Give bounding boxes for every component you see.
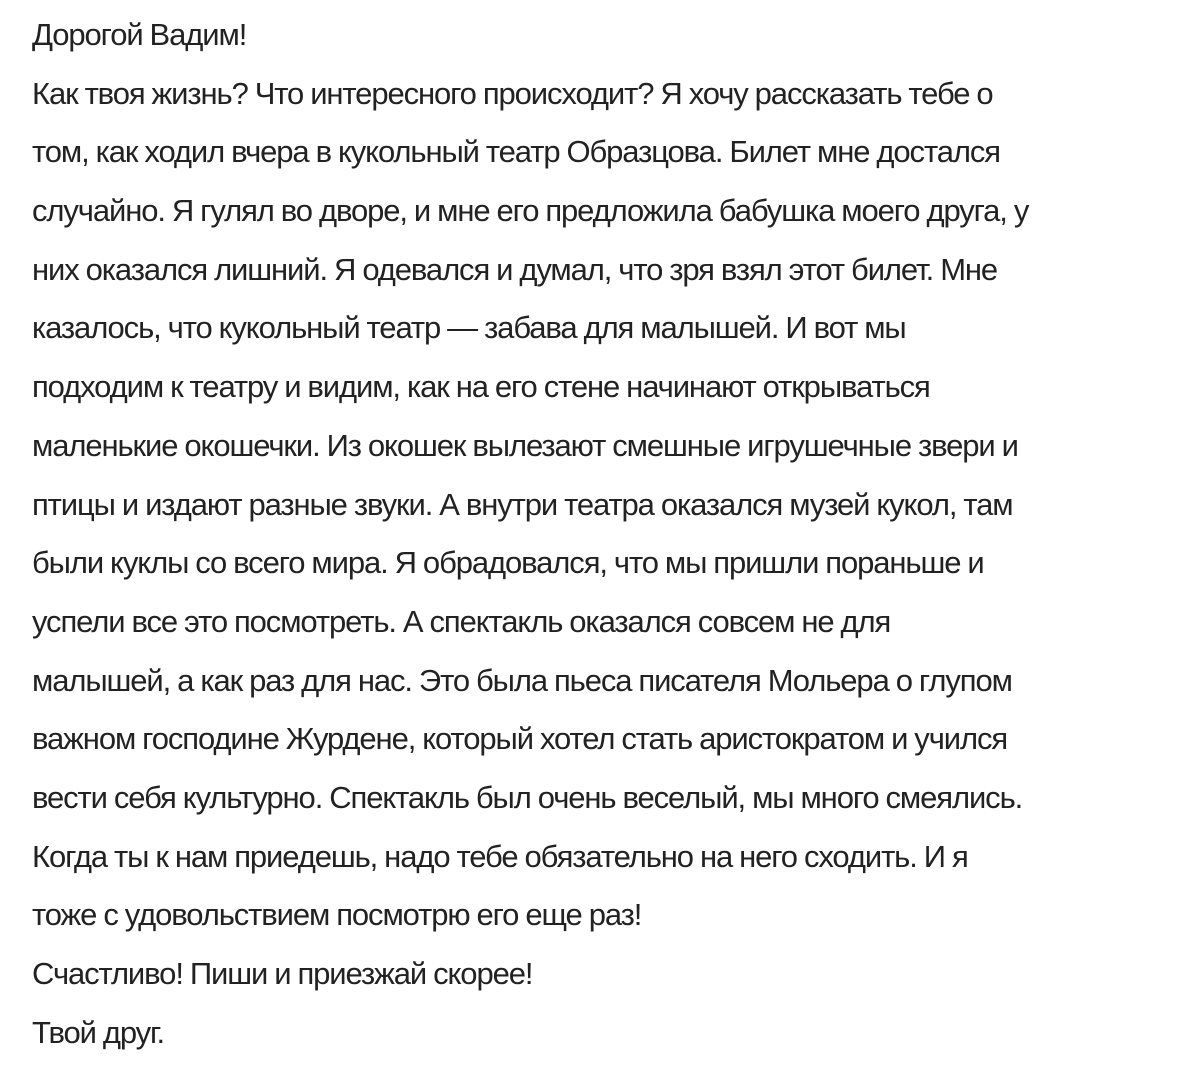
- letter-body-line: вести себя культурно. Спектакль был очень веселый, мы много смеялись.: [32, 779, 1023, 815]
- letter-body-line: маленькие окошечки. Из окошек вылезают смешные игрушечные звери и: [32, 427, 1018, 463]
- letter-body-line: Когда ты к нам приедешь, надо тебе обязательно на него сходить. И я: [32, 838, 968, 874]
- letter-closing: Счастливо! Пиши и приезжай скорее!: [32, 956, 533, 991]
- letter-greeting: Дорогой Вадим!: [32, 17, 247, 52]
- letter-body-line: успели все это посмотреть. А спектакль оказался совсем не для: [32, 603, 891, 639]
- letter-body-line: них оказался лишний. Я одевался и думал, что зря взял этот билет. Мне: [32, 251, 998, 287]
- letter-body-line: были куклы со всего мира. Я обрадовался, что мы пришли пораньше и: [32, 545, 984, 581]
- letter-body-line: подходим к театру и видим, как на его стене начинают открываться: [32, 369, 930, 405]
- letter-body-line: случайно. Я гулял во дворе, и мне его предложила бабушка моего друга, у: [32, 193, 1029, 229]
- letter-body-line: тоже с удовольствием посмотрю его еще раз!: [32, 897, 642, 933]
- letter-text: [32, 6, 1192, 1062]
- letter-signature: Твой друг.: [32, 1014, 164, 1050]
- letter-body-line: птицы и издают разные звуки. А внутри театра оказался музей кукол, там: [32, 486, 1013, 522]
- letter-body-line: малышей, а как раз для нас. Это была пьеса писателя Мольера о глупом: [32, 662, 1012, 698]
- letter-body-line: казалось, что кукольный театр — забава для малышей. И вот мы: [32, 310, 906, 346]
- letter-body-line: Как твоя жизнь? Что интересного происходит? Я хочу рассказать тебе о: [32, 75, 993, 111]
- letter-body-line: важном господине Журдене, который хотел стать аристократом и учился: [32, 721, 1008, 757]
- letter-body-line: том, как ходил вчера в кукольный театр Образцова. Билет мне достался: [32, 134, 1000, 170]
